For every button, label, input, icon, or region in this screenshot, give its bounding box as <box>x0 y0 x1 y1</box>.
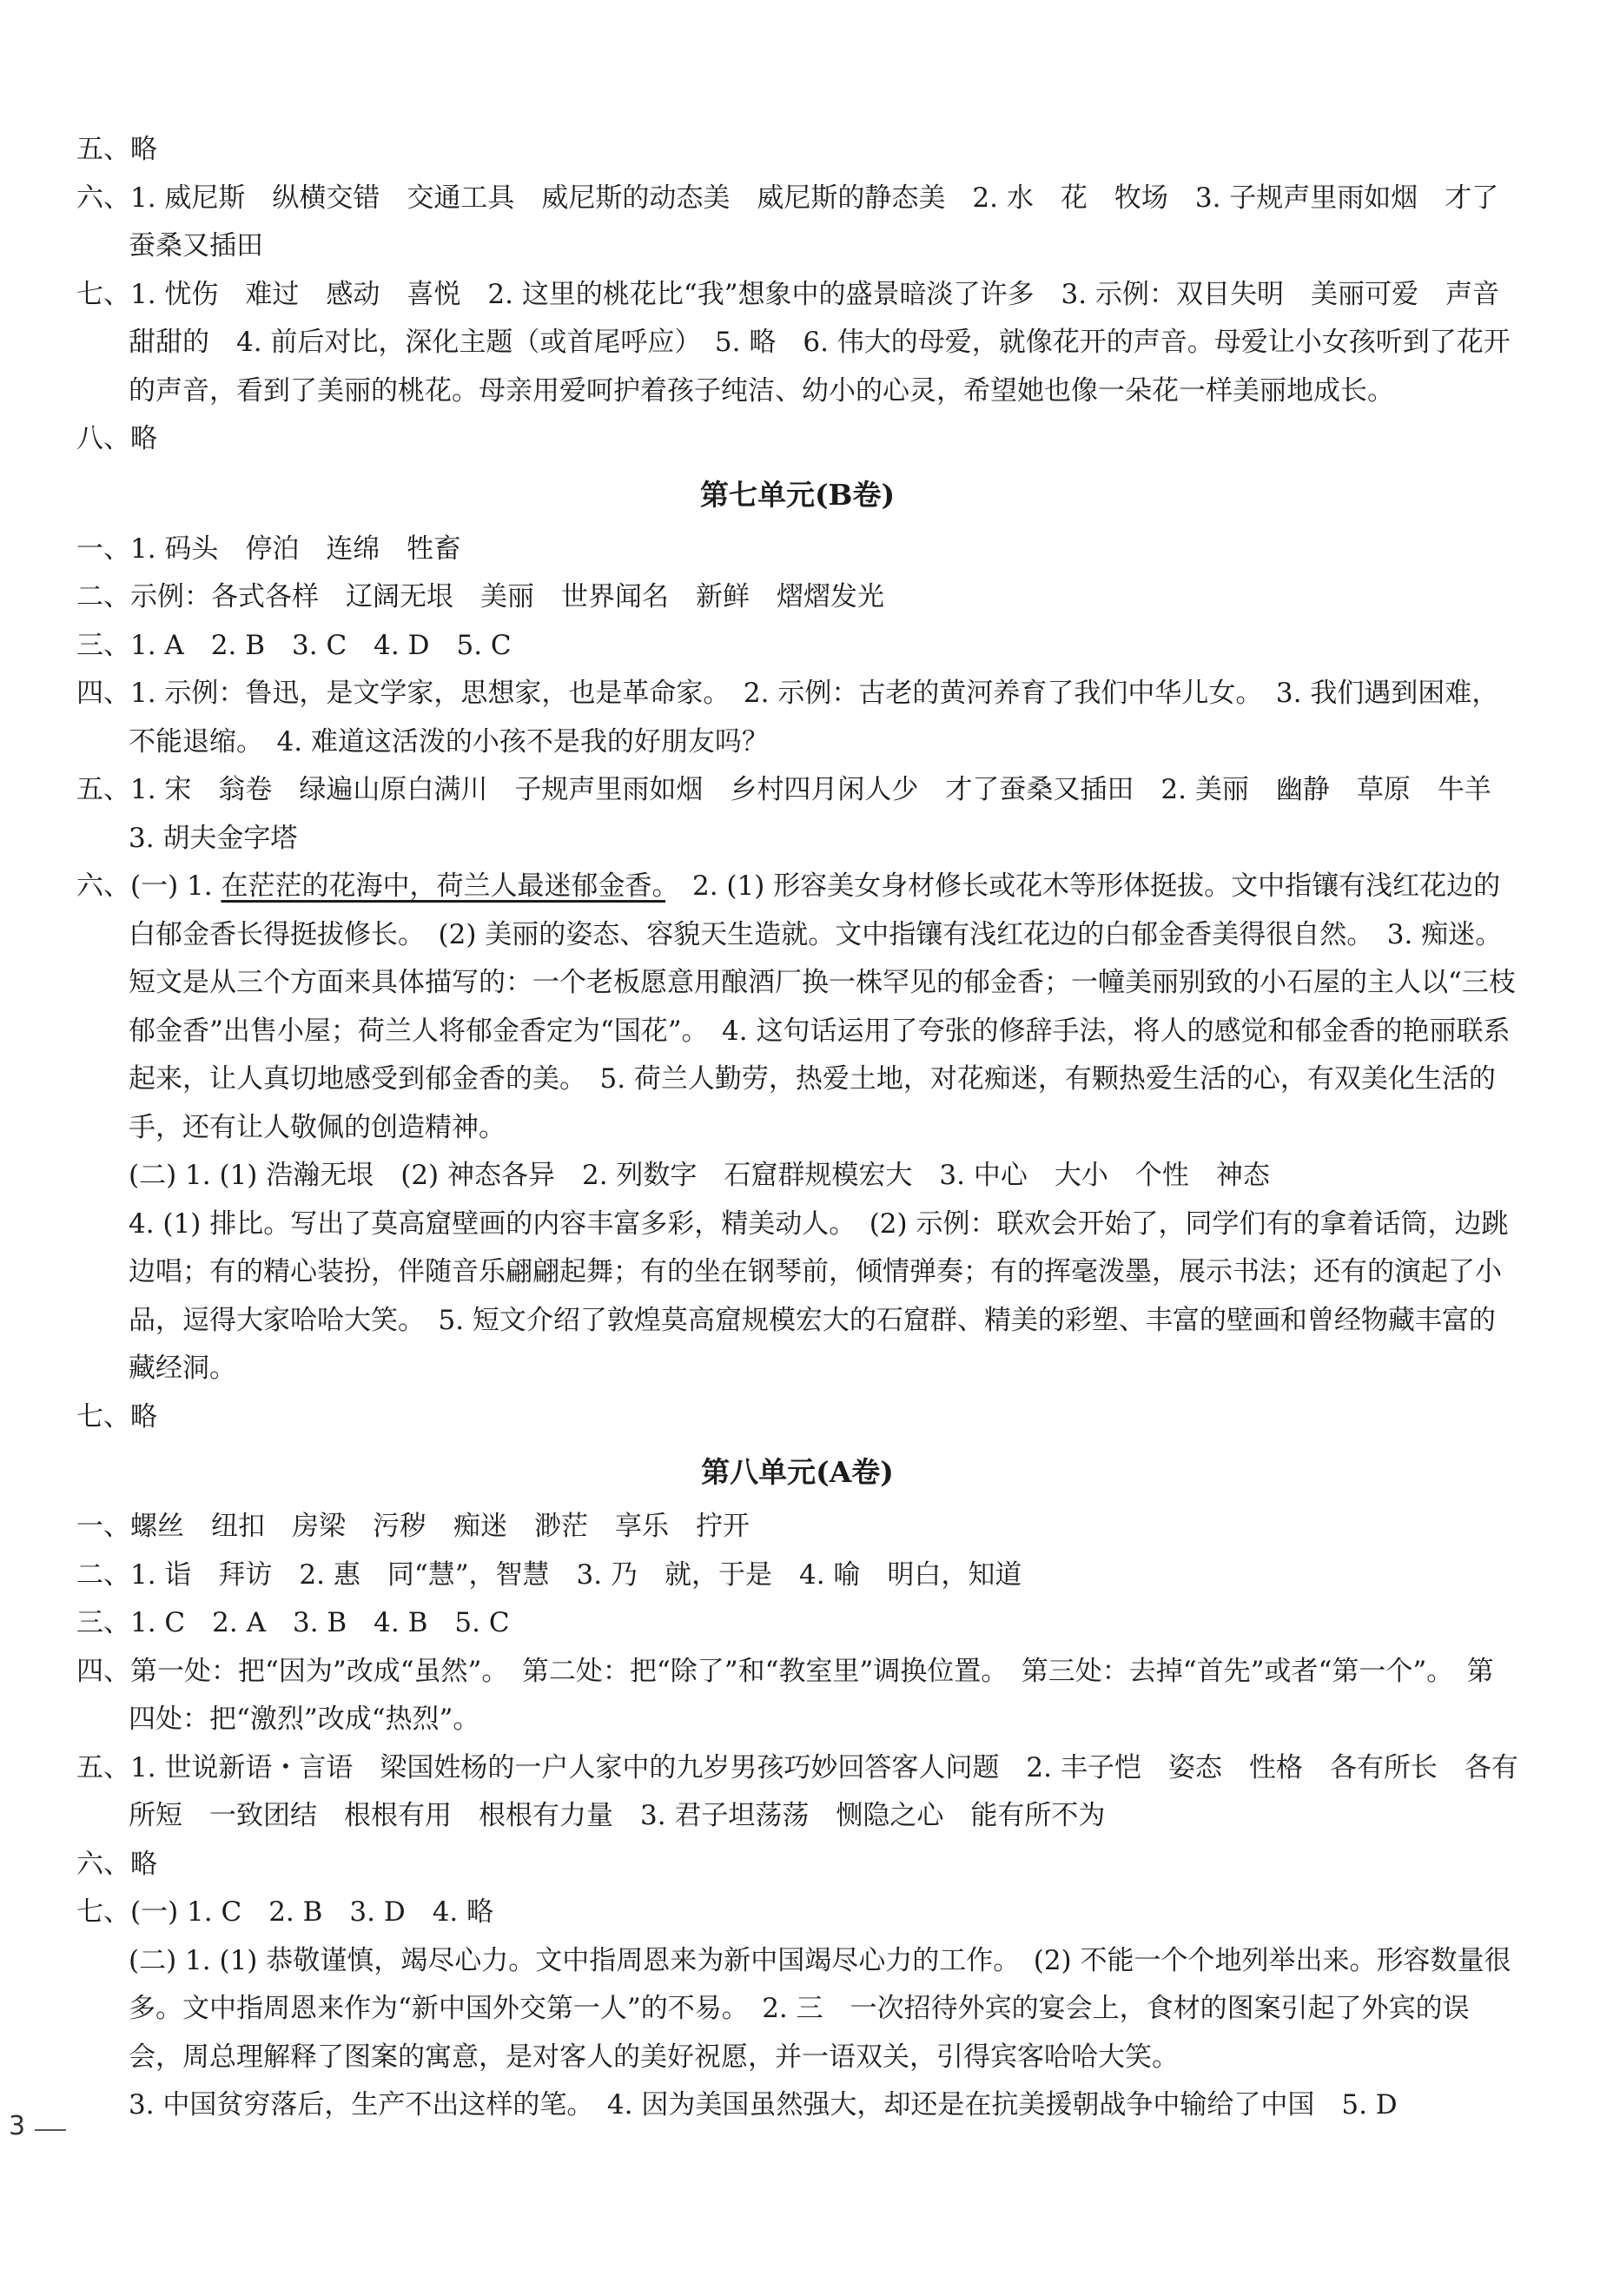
answer-line: 八、略 <box>76 423 157 454</box>
page-number: 3 <box>9 2111 26 2141</box>
answer-line: 四、第一处：把“因为”改成“虽然”。 第二处：把“除了”和“教室里”调换位置。 第三处：去掉“首先”或者“第一个”。 第四处：把“激烈”改成“热烈”。 <box>76 1655 1494 1735</box>
answer-line: 一、螺丝 纽扣 房梁 污秽 痴迷 渺茫 享乐 拧开 <box>76 1511 750 1542</box>
answer-line: (二) 1. (1) 浩瀚无垠 (2) 神态各异 2. 列数字 石窟群规模宏大 3. 中心 大小 个性 神态 <box>129 1160 1270 1191</box>
answer-line: 三、1. A 2. B 3. C 4. D 5. C <box>76 629 512 661</box>
answer-line: 六、1. 威尼斯 纵横交错 交通工具 威尼斯的动态美 威尼斯的静态美 2. 水 花 牧场 3. 子规声里雨如烟 才了蚕桑又插田 <box>76 182 1499 261</box>
answer-line: 五、1. 宋 翁卷 绿遍山原白满川 子规声里雨如烟 乡村四月闲人少 才了蚕桑又插田 2. 美丽 幽静 草原 牛羊 3. 胡夫金字塔 <box>76 774 1518 854</box>
answer-line: 七、略 <box>76 1400 157 1433</box>
answer-line: 七、1. 忧伤 难过 感动 喜悦 2. 这里的桃花比“我”想象中的盛景暗淡了许多 3. 示例：双目失明 美丽可爱 声音甜甜的 4. 前后对比，深化主题（或首尾呼应） 5. 略 6. 伟大的母爱，就像花开的声音。母爱让小女孩听到了花开的声音，看到了美丽的桃花。母亲用爱呵护着孩子纯洁、幼小的心灵，希望她也像一朵花一样美丽地成长。 <box>76 278 1511 407</box>
answer-line: 一、1. 码头 停泊 连绵 牲畜 <box>76 533 461 565</box>
answer-line: 3. 中国贫穷落后，生产不出这样的笔。 4. 因为美国虽然强大，却还是在抗美援朝战争中输给了中国 5. D <box>129 2089 1398 2121</box>
unit-heading: 第七单元(B卷) <box>699 477 896 512</box>
answer-content <box>76 126 1518 2130</box>
answer-line: 三、1. C 2. A 3. B 4. B 5. C <box>76 1607 510 1638</box>
answer-line: 五、略 <box>76 134 157 165</box>
answer-line: 四、1. 示例：鲁迅，是文学家，思想家，也是革命家。 2. 示例：古老的黄河养育了我们中华儿女。 3. 我们遇到困难，不能退缩。 4. 难道这活泼的小孩不是我的好朋友吗？ <box>76 678 1499 758</box>
underlined-answer: 在茫茫的花海中，荷兰人最迷郁金香。 <box>221 870 665 902</box>
answer-line: 六、略 <box>76 1848 157 1880</box>
answer-line: 二、1. 诣 拜访 2. 惠 同“慧”，智慧 3. 乃 就，于是 4. 喻 明白，知道 <box>76 1558 1022 1591</box>
answer-line: 4. (1) 排比。写出了莫高窟壁画的内容丰富多彩，精美动人。 (2) 示例：联欢会开始了，同学们有的拿着话筒，边跳边唱；有的精心装扮，伴随音乐翩翩起舞；有的坐在钢琴前，倾情弹奏；有的挥毫泼墨，展示书法；还有的演起了小品，逗得大家哈哈大笑。 5. 短文介绍了敦煌莫高窟规模宏大的石窟群、精美的彩塑、丰富的壁画和曾经物藏丰富的藏经洞。 <box>129 1208 1509 1384</box>
answer-line: 二、示例：各式各样 辽阔无垠 美丽 世界闻名 新鲜 熠熠发光 <box>76 581 884 612</box>
answer-line: 七、(一) 1. C 2. B 3. D 4. 略 <box>76 1896 494 1928</box>
page-number-dash <box>35 2129 66 2131</box>
unit-heading: 第八单元(A卷) <box>701 1455 894 1489</box>
answer-rest: 2. (1) 形容美女身材修长或花木等形体挺拔。文中指镶有浅红花边的白郁金香长得挺拔修长。 (2) 美丽的姿态、容貌天生造就。文中指镶有浅红花边的白郁金香美得很自然。 3. 痴迷。短文是从三个方面来具体描写的：一个老板愿意用酿酒厂换一株罕见的郁金香；一幢美丽别致的小石屋的主人以“三枝郁金香”出售小屋；荷兰人将郁金香定为“国花”。 4. 这句话运用了夸张的修辞手法，将人的感觉和郁金香的艳丽联系起来，让人真切地感受到郁金香的美。 5. 荷兰人勤劳，热爱土地，对花痴迷，有颗热爱生活的心，有双美化生活的手，还有让人敬佩的创造精神。 <box>129 870 1516 1143</box>
answer-line <box>76 863 1518 1152</box>
answer-line: (二) 1. (1) 恭敬谨慎，竭尽心力。文中指周恩来为新中国竭尽心力的工作。 (2) 不能一个个地列举出来。形容数量很多。文中指周恩来作为“新中国外交第一人”的不易。 2. 三 一次招待外宾的宴会上，食材的图案引起了外宾的误会，周总理解释了图案的寓意，是对客人的美好祝愿，并一语双关，引得宾客哈哈大笑。 <box>129 1944 1511 2073</box>
answer-prefix: 六、(一) 1. <box>76 870 222 902</box>
answer-line: 五、1. 世说新语・言语 梁国姓杨的一户人家中的九岁男孩巧妙回答客人问题 2. 丰子恺 姿态 性格 各有所长 各有所短 一致团结 根根有用 根根有力量 3. 君子坦荡荡 恻隐之心 能有所不为 <box>76 1751 1518 1831</box>
